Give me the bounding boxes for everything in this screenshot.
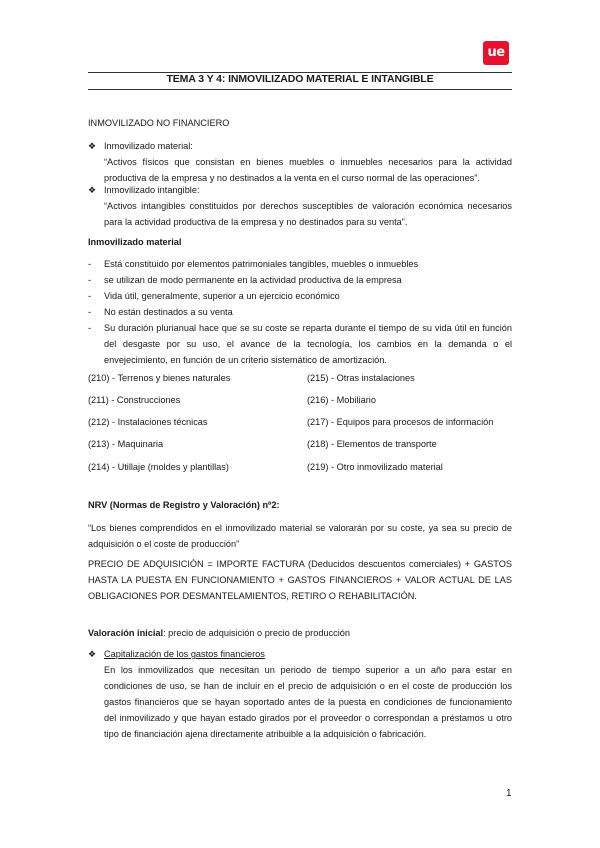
dash-bullet: - — [88, 275, 92, 285]
account-217: (217) - Equipos para procesos de información — [307, 417, 494, 427]
bullet-text: se utilizan de modo permanente en la actividad productiva de la empresa — [104, 275, 402, 285]
diamond-bullet-icon: ❖ — [88, 649, 97, 659]
dash-bullet: - — [88, 323, 92, 333]
nrv-heading: NRV (Normas de Registro y Valoración) nº2: — [88, 500, 280, 510]
page-title: TEMA 3 Y 4: INMOVILIZADO MATERIAL E INTANGIBLE — [166, 73, 434, 85]
account-218: (218) - Elementos de transporte — [307, 439, 437, 449]
account-219: (219) - Otro inmovilizado material — [307, 462, 443, 472]
item-label-material: Inmovilizado material: — [104, 141, 193, 151]
nrv-quote: “Los bienes comprendidos en el inmovilizado material se valorarán por su coste, ya sea su precio de adquisición o el coste de producción” — [88, 523, 512, 549]
nrv-formula: PRECIO DE ADQUISICIÓN = IMPORTE FACTURA (Deducidos descuentos comerciales) + GASTOS HASTA LA PUESTA EN FUNCIONAMIENTO + GASTOS FINANCIEROS + VALOR ACTUAL DE LAS OBLIGACIONES POR DESMANTELAMIENTOS, RETIRO O REHABILITACIÓN. — [88, 559, 512, 601]
bullet-text: No están destinados a su venta — [104, 307, 233, 317]
item-text-material: “Activos físicos que consistan en bienes muebles o inmuebles necesarios para la actividad productiva de la empresa y no destinados a la venta en el curso normal de las operaciones”. — [104, 157, 512, 183]
dash-bullet: - — [88, 259, 92, 269]
dash-bullet: - — [88, 307, 92, 317]
bullet-text: Está constituido por elementos patrimoniales tangibles, muebles o inmuebles — [104, 259, 419, 269]
account-212: (212) - Instalaciones técnicas — [88, 417, 208, 427]
account-213: (213) - Maquinaria — [88, 439, 164, 449]
bullet-text: Vida útil, generalmente, superior a un ejercicio económico — [104, 291, 340, 301]
valuation-line — [88, 625, 512, 641]
diamond-bullet-icon: ❖ — [88, 141, 97, 151]
item-label-intangible: Inmovilizado intangible: — [104, 185, 200, 195]
account-210: (210) - Terrenos y bienes naturales — [88, 373, 231, 383]
title-bottom-rule — [88, 89, 512, 90]
sub-heading-capitalizacion: Capitalización de los gastos financieros — [104, 649, 265, 659]
valuation-text: : precio de adquisición o precio de producción — [163, 628, 350, 638]
account-211: (211) - Construcciones — [88, 395, 181, 405]
page-number: 1 — [506, 788, 512, 799]
valuation-label: Valoración inicial — [88, 628, 164, 638]
dash-bullet: - — [88, 291, 92, 301]
account-216: (216) - Mobiliario — [307, 395, 376, 405]
section-heading-inmovilizado-material: Inmovilizado material — [88, 237, 182, 247]
item-text-intangible: “Activos intangibles constituidos por derechos susceptibles de valoración económica necesarios para la actividad productiva de la empresa y no destinados para su venta”. — [104, 201, 512, 227]
account-214: (214) - Utillaje (moldes y plantillas) — [88, 462, 229, 472]
bullet-text: Su duración plurianual hace que se su coste se reparta durante el tiempo de su vida útil en función del desgaste por su uso, el avance de la tecnología, los cambios en la demanda o el envejecimiento, en función de un criterio sistemático de amortización. — [104, 323, 512, 365]
ue-logo: ue — [483, 41, 509, 65]
section-heading-inmovilizado-no-financiero: INMOVILIZADO NO FINANCIERO — [88, 118, 230, 128]
account-215: (215) - Otras instalaciones — [307, 373, 415, 383]
capitalizacion-paragraph: En los inmovilizados que necesitan un periodo de tiempo superior a un año para estar en condiciones de uso, se han de incluir en el precio de adquisición o en el coste de producción los gastos financieros que se hayan soportado antes de la puesta en condiciones de funcionamiento del inmovilizado y que hayan estado girados por el proveedor o correspondan a préstamos u otro tipo de financiación ajena directamente atribuible a la adquisición o fabricación. — [104, 665, 512, 739]
diamond-bullet-icon: ❖ — [88, 185, 97, 195]
